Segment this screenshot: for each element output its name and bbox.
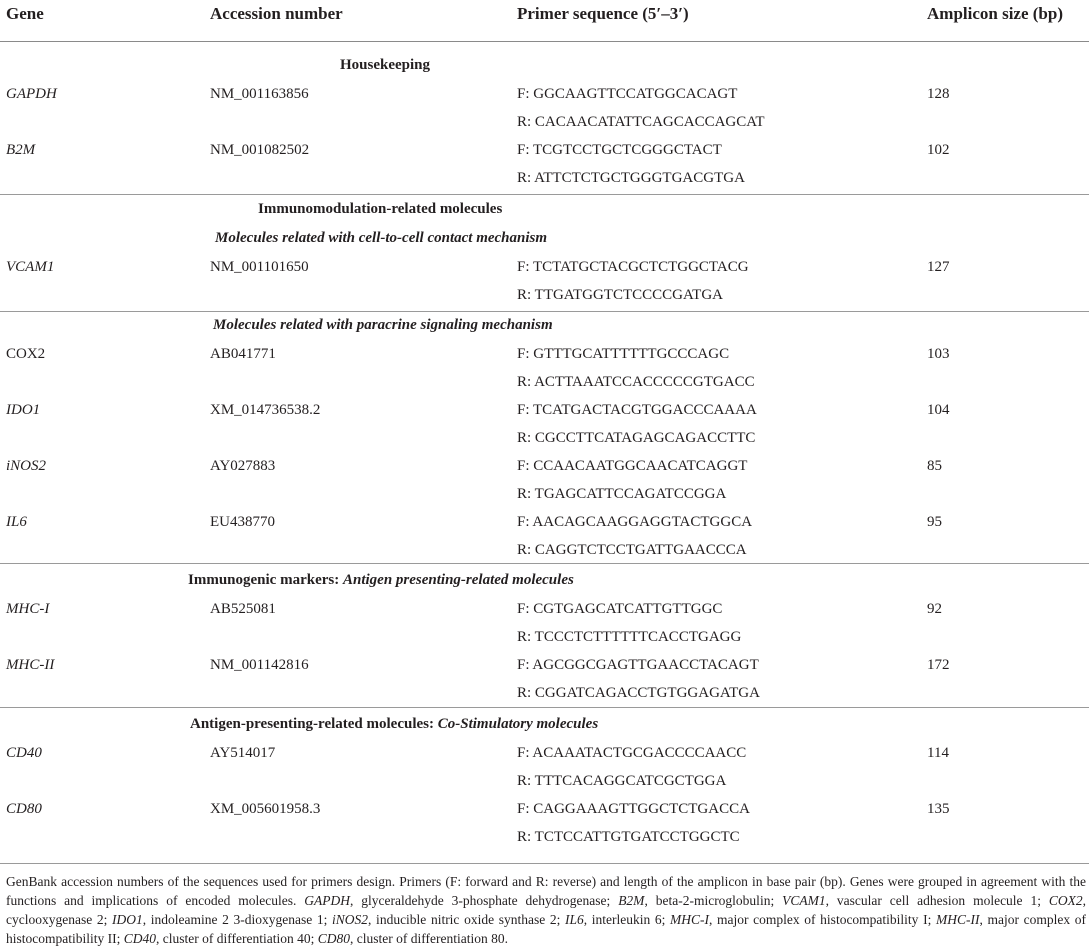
footnote-text: , glyceraldehyde 3-phosphate dehydrogenase; (350, 893, 619, 908)
subsection-heading: Molecules related with cell-to-cell contact mechanism (215, 230, 548, 246)
subsection-heading: Molecules related with paracrine signaling mechanism (213, 317, 553, 333)
accession-number: XM_014736538.2 (210, 402, 321, 418)
footnote-gene-abbrev: MHC-II (935, 912, 980, 927)
amplicon-size: 102 (927, 142, 950, 158)
footnote-gene-abbrev: B2M (618, 893, 645, 908)
footnote-gene-abbrev: IDO1 (112, 912, 143, 927)
footnote-text: , beta-2-microglobulin; (644, 893, 783, 908)
accession-number: AB041771 (210, 346, 276, 362)
reverse-primer: R: TGAGCATTCCAGATCCGGA (517, 486, 727, 502)
gene-name: MHC-I (6, 601, 50, 617)
footnote-text: , indoleamine 2 3-dioxygenase 1; (142, 912, 333, 927)
footnote-gene-abbrev: IL6 (564, 912, 584, 927)
gene-name: COX2 (6, 346, 46, 362)
forward-primer: F: CAGGAAAGTTGGCTCTGACCA (517, 801, 750, 817)
gene-name: VCAM1 (6, 259, 55, 275)
reverse-primer: R: TCCCTCTTTTTTCACCTGAGG (517, 629, 742, 645)
section-heading (188, 571, 574, 589)
accession-number: EU438770 (210, 514, 275, 530)
footnote-gene-abbrev: CD40 (123, 931, 157, 946)
section-heading-italic: Antigen presenting-related molecules (342, 572, 574, 588)
reverse-primer: R: CGCCTTCATAGAGCAGACCTTC (517, 430, 756, 446)
section-heading-text: Immunomodulation-related molecules (258, 201, 503, 217)
header-divider (0, 41, 1089, 42)
gene-name: CD80 (6, 801, 42, 817)
footnote-text: GenBank accession numbers of the sequences used for primers design. Primers (F: forward and R: reverse) and length of the amplicon in base pair (bp). Genes were grouped in agreement with the functions and implications of encoded molecules. (6, 874, 1086, 908)
amplicon-size: 95 (927, 514, 942, 530)
footnote-text: , inducible nitric oxide synthase 2; (368, 912, 565, 927)
amplicon-size: 114 (927, 745, 949, 761)
gene-name: GAPDH (6, 86, 57, 102)
header-gene: Gene (6, 4, 44, 23)
forward-primer: F: TCATGACTACGTGGACCCAAAA (517, 402, 757, 418)
footnote-gene-abbrev: MHC-I (670, 912, 710, 927)
forward-primer: F: GGCAAGTTCCATGGCACAGT (517, 86, 738, 102)
section-heading (258, 200, 502, 218)
forward-primer: F: TCTATGCTACGCTCTGGCTACG (517, 259, 749, 275)
accession-number: AY514017 (210, 745, 276, 761)
section-divider (0, 707, 1089, 708)
section-heading-text: Housekeeping (340, 57, 431, 73)
section-divider (0, 311, 1089, 312)
reverse-primer: R: CAGGTCTCCTGATTGAACCCA (517, 542, 747, 558)
table-bottom-rule (0, 863, 1089, 864)
amplicon-size: 104 (927, 402, 950, 418)
footnote-gene-abbrev: GAPDH (304, 893, 351, 908)
footnote-text: , cluster of differentiation 80. (350, 931, 508, 946)
section-divider (0, 194, 1089, 195)
accession-number: NM_001101650 (210, 259, 309, 275)
accession-number: NM_001142816 (210, 657, 309, 673)
footnote-gene-abbrev: VCAM1 (782, 893, 826, 908)
forward-primer: F: CGTGAGCATCATTGTTGGC (517, 601, 723, 617)
forward-primer: F: AGCGGCGAGTTGAACCTACAGT (517, 657, 759, 673)
header-accession: Accession number (210, 4, 343, 23)
gene-name: IDO1 (6, 402, 41, 418)
footnote-text: , cyclooxygenase 2; (6, 893, 1086, 927)
footnote-text: , cluster of differentiation 40; (156, 931, 318, 946)
section-heading-text: Immunogenic markers: (188, 572, 343, 588)
reverse-primer: R: CGGATCAGACCTGTGGAGATGA (517, 685, 760, 701)
section-divider (0, 563, 1089, 564)
amplicon-size: 103 (927, 346, 950, 362)
section-heading (340, 56, 430, 74)
footnote-text: , vascular cell adhesion molecule 1; (825, 893, 1049, 908)
forward-primer: F: GTTTGCATTTTTTGCCCAGC (517, 346, 730, 362)
accession-number: AB525081 (210, 601, 276, 617)
section-heading (190, 715, 598, 733)
footnote-text: , major complex of histocompatibility I; (709, 912, 936, 927)
forward-primer: F: ACAAATACTGCGACCCCAACC (517, 745, 747, 761)
footnote-text: , major complex of histocompatibility II; (6, 912, 1086, 946)
reverse-primer: R: TTGATGGTCTCCCCGATGA (517, 287, 723, 303)
forward-primer: F: TCGTCCTGCTCGGGCTACT (517, 142, 722, 158)
amplicon-size: 135 (927, 801, 950, 817)
forward-primer: F: AACAGCAAGGAGGTACTGGCA (517, 514, 753, 530)
reverse-primer: R: TCTCCATTGTGATCCTGGCTC (517, 829, 740, 845)
footnote-gene-abbrev: iNOS2 (332, 912, 369, 927)
amplicon-size: 92 (927, 601, 942, 617)
amplicon-size: 127 (927, 259, 950, 275)
header-amplicon: Amplicon size (bp) (927, 4, 1063, 23)
accession-number: NM_001082502 (210, 142, 310, 158)
footnote-gene-abbrev: COX2 (1048, 893, 1083, 908)
reverse-primer: R: ATTCTCTGCTGGGTGACGTGA (517, 170, 745, 186)
amplicon-size: 85 (927, 458, 942, 474)
footnote-gene-abbrev: CD80 (317, 931, 350, 946)
gene-name: iNOS2 (6, 458, 47, 474)
reverse-primer: R: CACAACATATTCAGCACCAGCAT (517, 114, 765, 130)
gene-name: IL6 (6, 514, 27, 530)
section-heading-text: Antigen-presenting-related molecules: (190, 716, 438, 732)
gene-name: MHC-II (6, 657, 55, 673)
reverse-primer: R: TTTCACAGGCATCGCTGGA (517, 773, 727, 789)
accession-number: XM_005601958.3 (210, 801, 321, 817)
header-primer: Primer sequence (5′–3′) (517, 4, 689, 23)
gene-name: CD40 (6, 745, 42, 761)
section-heading-italic: Co-Stimulatory molecules (437, 716, 599, 732)
accession-number: AY027883 (210, 458, 276, 474)
table-footnote (6, 872, 1086, 948)
amplicon-size: 172 (927, 657, 950, 673)
footnote-text: , interleukin 6; (583, 912, 671, 927)
reverse-primer: R: ACTTAAATCCACCCCCGTGACC (517, 374, 755, 390)
forward-primer: F: CCAACAATGGCAACATCAGGT (517, 458, 748, 474)
accession-number: NM_001163856 (210, 86, 309, 102)
gene-name: B2M (6, 142, 36, 158)
amplicon-size: 128 (927, 86, 950, 102)
